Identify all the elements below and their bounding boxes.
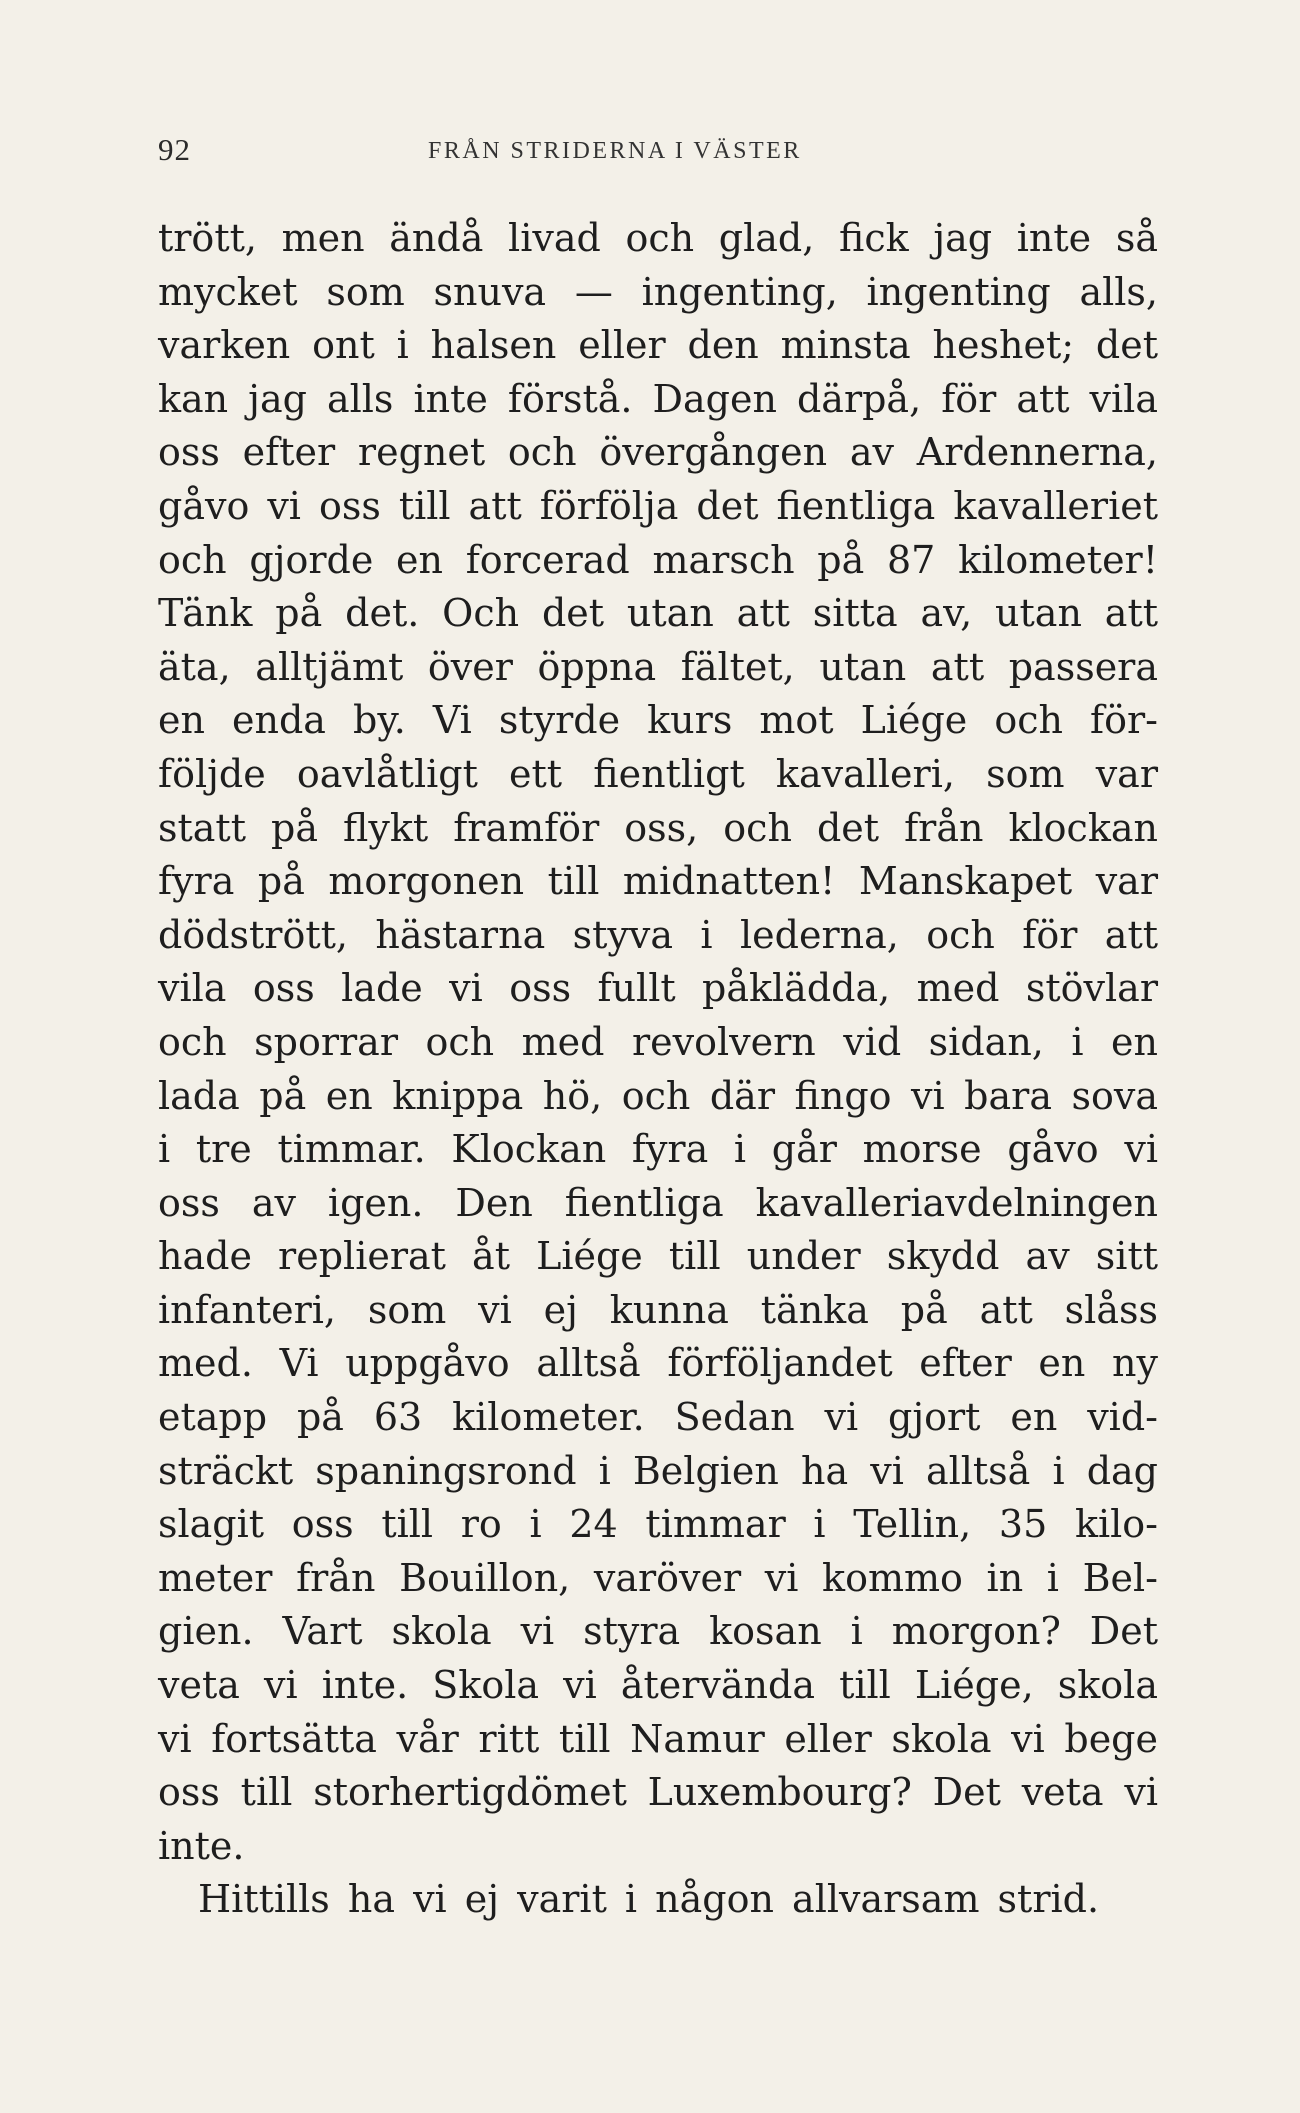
text-line: äta, alltjämt över öppna fältet, utan att passera	[158, 644, 1158, 689]
text-line: och gjorde en forcerad marsch på 87 kilometer!	[158, 537, 1158, 582]
text-line: följde oavlåtligt ett fientligt kavalleri, som var	[158, 751, 1158, 796]
text-line: lada på en knippa hö, och där fingo vi bara sova	[158, 1073, 1158, 1118]
text-line: och sporrar och med revolvern vid sidan, i en	[158, 1019, 1158, 1064]
text-line: etapp på 63 kilometer. Sedan vi gjort en vid-	[158, 1395, 1158, 1440]
text-line: veta vi inte. Skola vi återvända till Liége, skola	[158, 1663, 1158, 1708]
text-line: meter från Bouillon, varöver vi kommo in i Bel-	[158, 1555, 1158, 1600]
text-line: Tänk på det. Och det utan att sitta av, utan att	[158, 591, 1158, 636]
running-head	[158, 132, 1158, 172]
text-line: Hittills ha vi ej varit i någon allvarsam strid.	[198, 1877, 1100, 1922]
text-line: inte.	[158, 1823, 245, 1868]
text-line: oss av igen. Den fientliga kavalleriavdelningen	[158, 1180, 1158, 1225]
text-line: varken ont i halsen eller den minsta heshet; det	[158, 323, 1158, 368]
paragraph-2	[158, 1873, 1158, 1927]
text-line: fyra på morgonen till midnatten! Manskapet var	[158, 859, 1158, 904]
text-line: vila oss lade vi oss fullt påklädda, med stövlar	[158, 966, 1158, 1011]
text-line: gien. Vart skola vi styra kosan i morgon? Det	[158, 1609, 1158, 1654]
text-line: med. Vi uppgåvo alltså förföljandet efter en ny	[158, 1341, 1158, 1386]
text-line: infanteri, som vi ej kunna tänka på att slåss	[158, 1287, 1158, 1332]
text-line: kan jag alls inte förstå. Dagen därpå, för att vila	[158, 376, 1158, 421]
text-line: slagit oss till ro i 24 timmar i Tellin, 35 kilo-	[158, 1502, 1158, 1547]
text-line: dödstrött, hästarna styva i lederna, och för att	[158, 912, 1158, 957]
text-line: vi fortsätta vår ritt till Namur eller skola vi bege	[158, 1716, 1158, 1761]
text-line: mycket som snuva — ingenting, ingenting alls,	[158, 269, 1158, 314]
body-text	[158, 212, 1158, 1927]
text-line: gåvo vi oss till att förfölja det fientliga kavalleriet	[158, 483, 1158, 528]
paragraph-1	[158, 212, 1158, 1873]
text-line: statt på flykt framför oss, och det från klockan	[158, 805, 1158, 850]
text-line: trött, men ändå livad och glad, fick jag inte så	[158, 216, 1158, 260]
running-title: FRÅN STRIDERNA I VÄSTER	[428, 138, 802, 164]
page-number: 92	[158, 132, 191, 167]
text-line: sträckt spaningsrond i Belgien ha vi alltså i dag	[158, 1448, 1158, 1493]
text-line: oss till storhertigdömet Luxembourg? Det veta vi	[158, 1770, 1158, 1815]
text-line: hade replierat åt Liége till under skydd av sitt	[158, 1234, 1158, 1279]
text-line: i tre timmar. Klockan fyra i går morse gåvo vi	[158, 1127, 1158, 1172]
text-line: oss efter regnet och övergången av Ardennerna,	[158, 430, 1158, 475]
text-line: en enda by. Vi styrde kurs mot Liége och för-	[158, 698, 1158, 743]
